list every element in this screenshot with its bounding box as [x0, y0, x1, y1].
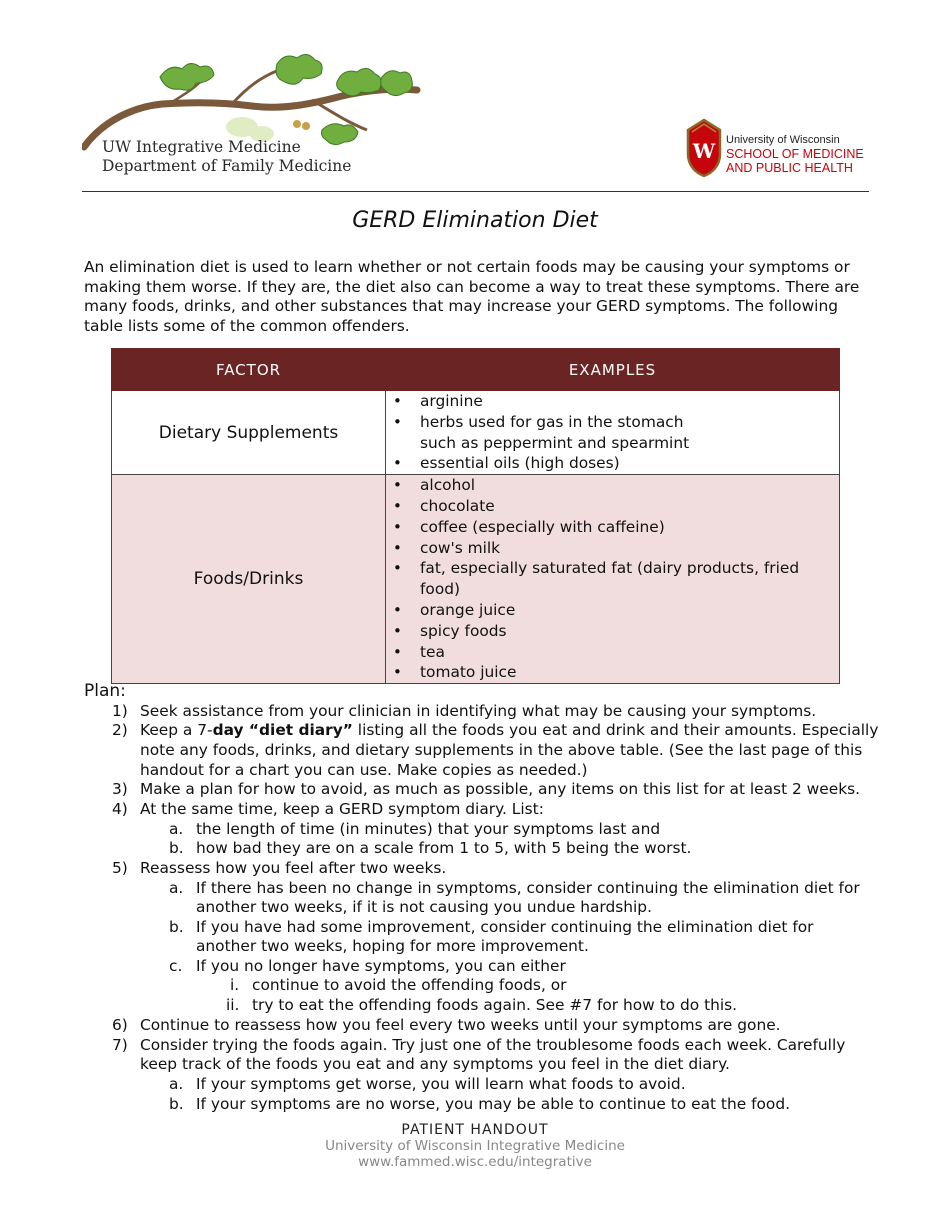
plan-subitem-letter: b. [169, 1095, 184, 1113]
plan-subitem-text: another two weeks, if it is not causing you undue hardship. [196, 898, 652, 916]
plan-subsubitem-text: try to eat the offending foods again. See #7 for how to do this. [252, 996, 738, 1014]
list-item: • herbs used for gas in the stomach [392, 412, 839, 433]
uw-school-of-medicine-logo [684, 118, 874, 180]
plan-subitem-text: If there has been no change in symptoms, consider continuing the elimination diet for [196, 879, 860, 897]
intro-paragraph: An elimination diet is used to learn whether or not certain foods may be causing your symptoms or making them worse. If they are, the diet also can become a way to treat these symptoms. There are many foods, drinks, and other substances that may increase your GERD symptoms. The following table lists some of the common offenders. [84, 258, 860, 336]
plan-item-text: note any foods, drinks, and dietary supplements in the above table. (See the last page of this [140, 741, 863, 759]
plan-item-number: 6) [112, 1016, 128, 1034]
table-row [112, 391, 840, 475]
list-item: • cow's milk [392, 538, 839, 559]
plan-item-number: 2) [112, 721, 128, 739]
plan-item-text: At the same time, keep a GERD symptom diary. List: [140, 800, 544, 818]
plan-subitem-text: If your symptoms are no worse, you may be able to continue to eat the food. [196, 1095, 790, 1113]
plan-item-text: Consider trying the foods again. Try just one of the troublesome foods each week. Carefully [140, 1036, 846, 1054]
table-header-examples: EXAMPLES [386, 349, 840, 391]
plan-subsubitem-text: continue to avoid the offending foods, or [252, 976, 567, 994]
list-item: • alcohol [392, 475, 839, 496]
list-item: • arginine [392, 391, 839, 412]
plan-item-text: Reassess how you feel after two weeks. [140, 859, 447, 877]
plan-item-number: 5) [112, 859, 128, 877]
plan-item-number: 1) [112, 702, 128, 720]
factor-cell: Dietary Supplements [112, 391, 386, 475]
plan-subitem-text: If your symptoms get worse, you will learn what foods to avoid. [196, 1075, 686, 1093]
header-divider [82, 191, 869, 192]
plan-item-text-part: listing all the foods you eat and drink and their amounts. Especially [352, 721, 879, 739]
diet-diary-emphasis: day “diet diary” [212, 721, 353, 739]
plan-item-text: Seek assistance from your clinician in identifying what may be causing your symptoms. [140, 702, 817, 720]
crest-letter: W [692, 139, 716, 163]
plan-subitem-letter: a. [169, 879, 184, 897]
uw-integrative-medicine-logo [82, 52, 432, 182]
plan-heading: Plan: [84, 681, 126, 701]
logo-univ-line: University of Wisconsin [726, 134, 840, 146]
list-item: • essential oils (high doses) [392, 453, 839, 474]
list-item: • tea [392, 642, 839, 663]
list-item: • coffee (especially with caffeine) [392, 517, 839, 538]
plan-subitem-text: If you have had some improvement, consider continuing the elimination diet for [196, 918, 814, 936]
footer-label: PATIENT HANDOUT [401, 1122, 549, 1138]
list-item: • chocolate [392, 496, 839, 517]
footer-org: University of Wisconsin Integrative Medicine [325, 1138, 625, 1154]
plan-subitem-text: how bad they are on a scale from 1 to 5, with 5 being the worst. [196, 839, 692, 857]
table-row [112, 475, 840, 684]
examples-cell [386, 475, 840, 684]
plan-item-number: 7) [112, 1036, 128, 1054]
plan-subitem-text: If you no longer have symptoms, you can either [196, 957, 566, 975]
factor-table [111, 348, 840, 684]
plan-item-text: Make a plan for how to avoid, as much as possible, any items on this list for at least 2 weeks. [140, 780, 861, 798]
uw-crest-icon [684, 118, 724, 178]
list-item: • tomato juice [392, 662, 839, 683]
plan-subsubitem-numeral: i. [230, 976, 240, 994]
list-item: such as peppermint and spearmint [420, 433, 690, 452]
plan-item-text [140, 721, 878, 741]
plan-subitem-letter: a. [169, 820, 184, 838]
plan-item-text: handout for a chart you can use. Make copies as needed.) [140, 761, 588, 779]
plan-subsubitem-numeral: ii. [226, 996, 240, 1014]
plan-item-text-part: Keep a 7- [140, 721, 213, 739]
logo-school-line: SCHOOL OF MEDICINE [726, 147, 864, 161]
list-item: • orange juice [392, 600, 839, 621]
plan-item-text: Continue to reassess how you feel every two weeks until your symptoms are gone. [140, 1016, 781, 1034]
plan-subitem-letter: b. [169, 839, 184, 857]
logo-health-line: AND PUBLIC HEALTH [726, 161, 853, 175]
plan-subitem-letter: a. [169, 1075, 184, 1093]
plan-item-number: 4) [112, 800, 128, 818]
footer [0, 1122, 950, 1170]
list-item: • spicy foods [392, 621, 839, 642]
footer-url: www.fammed.wisc.edu/integrative [358, 1154, 592, 1170]
table-header-row [112, 349, 840, 391]
logo-line-1: UW Integrative Medicine [102, 138, 301, 156]
plan-subitem-text: the length of time (in minutes) that your symptoms last and [196, 820, 661, 838]
factor-cell: Foods/Drinks [112, 475, 386, 684]
plan-subitem-text: another two weeks, hoping for more improvement. [196, 937, 589, 955]
examples-cell [386, 391, 840, 475]
plan-subitem-letter: b. [169, 918, 184, 936]
plan-item-number: 3) [112, 780, 128, 798]
plan-subitem-letter: c. [169, 957, 183, 975]
list-item: • fat, especially saturated fat (dairy products, fried food) [392, 558, 839, 600]
plan-item-text: keep track of the foods you eat and any symptoms you feel in the diet diary. [140, 1055, 730, 1073]
logo-line-2: Department of Family Medicine [102, 157, 352, 175]
table-header-factor: FACTOR [112, 349, 386, 391]
page-title: GERD Elimination Diet [352, 208, 598, 233]
